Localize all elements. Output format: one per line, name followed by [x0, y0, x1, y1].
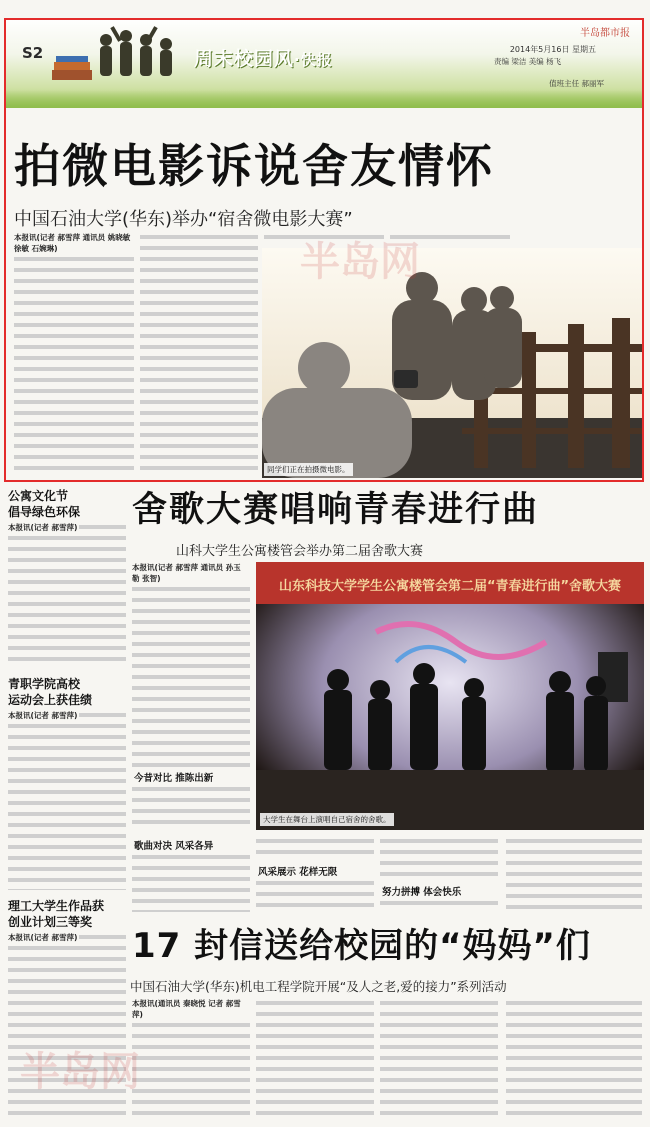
page-header	[4, 18, 644, 108]
column-suffix: ·快报	[294, 51, 333, 69]
sidebar-story-2-title-line-2: 运动会上获佳绩	[8, 693, 93, 707]
article-2-subheadline: 山科大学生公寓楼管会举办第二届舍歌大赛	[176, 544, 424, 559]
article-1-body-col-4	[390, 232, 510, 246]
article-2-body-col-3b	[256, 878, 374, 912]
page-number: S2	[22, 44, 44, 62]
article-3-body-col-4	[506, 998, 642, 1122]
sidebar-story-1-byline: 本报讯(记者 郝雪萍)	[8, 523, 78, 532]
article-2-photo	[256, 562, 644, 830]
article-3-byline: 本报讯(通讯员 秦晓悦 记者 郝雪萍)	[132, 998, 250, 1020]
article-3-subheadline: 中国石油大学(华东)机电工程学院开展“及人之老,爱的接力”系列活动	[130, 979, 507, 994]
sidebar-story-3-title-line-2: 创业计划三等奖	[8, 915, 93, 929]
article-1-headline: 拍微电影诉说舍友情怀	[14, 139, 494, 193]
sidebar-story-3-byline: 本报讯(记者 郝雪萍)	[8, 933, 78, 942]
sidebar-story-2-body	[8, 710, 126, 890]
column-name-text: 周末校园风	[194, 48, 295, 70]
article-2-byline: 本报讯(记者 郝雪萍 通讯员 孙玉勒 张智)	[132, 562, 250, 584]
article-2-body-col-2	[132, 852, 250, 912]
sidebar-story-3-body	[8, 932, 126, 1122]
article-1-photo-caption: 同学们正在拍摄微电影。	[264, 463, 353, 476]
sidebar-story-1-title-line-2: 倡导绿色环保	[8, 505, 81, 519]
issue-date: 2014年5月16日 星期五	[509, 45, 596, 54]
article-2-body-col-1	[132, 562, 250, 768]
stage-banner-text: 山东科技大学学生公寓楼管会第二届“青春进行曲”舍歌大赛	[278, 579, 622, 594]
column-name	[194, 44, 333, 71]
article-2-section-2-title: 歌曲对决 风采各异	[134, 841, 214, 852]
sidebar-story-1-title	[8, 488, 80, 520]
article-2-body-col-5	[506, 836, 642, 912]
sidebar-story-3-title-line-1: 理工大学生作品获	[8, 899, 105, 913]
article-3-body-col-3	[380, 998, 498, 1122]
article-1-body-col-2	[140, 232, 258, 476]
article-2-section-3-title: 风采展示 花样无限	[258, 867, 338, 878]
article-3-headline: 17 封信送给校园的“妈妈”们	[132, 926, 591, 966]
sidebar-story-2-byline: 本报讯(记者 郝雪萍)	[8, 711, 78, 720]
article-2-photo-caption: 大学生在舞台上演唱自己宿舍的舍歌。	[260, 813, 394, 826]
article-1-body-col-3	[264, 232, 384, 246]
article-2-body-col-4a	[380, 836, 498, 880]
sidebar-story-1-body	[8, 522, 126, 668]
issue-editor: 值班主任 郝丽军	[549, 79, 604, 88]
students-silhouette-icon	[52, 26, 182, 96]
article-2-body-col-4b	[380, 898, 498, 912]
stage-performance-scene-icon	[256, 562, 644, 830]
film-shoot-scene-icon	[262, 248, 642, 478]
sidebar-story-3-title	[8, 898, 104, 930]
article-2-body-col-1b	[132, 784, 250, 828]
article-1-subheadline: 中国石油大学(华东)举办“宿舍微电影大赛”	[14, 209, 353, 230]
sidebar-story-1-title-line-1: 公寓文化节	[8, 489, 69, 503]
article-1-body-col-1	[14, 232, 134, 476]
article-2-headline: 舍歌大赛唱响青春进行曲	[132, 490, 540, 530]
sidebar-story-2-title-line-1: 青职学院高校	[8, 677, 81, 691]
issue-staff: 责编 梁洁 美编 杨飞	[494, 57, 562, 66]
article-2-body-col-3a	[256, 836, 374, 860]
sidebar-story-2-title	[8, 676, 92, 708]
article-3-body-col-2	[256, 998, 374, 1122]
article-3-body-col-1	[132, 998, 250, 1122]
article-2-section-4-title: 努力拼搏 体会快乐	[382, 887, 462, 898]
article-2-section-1-title: 今昔对比 推陈出新	[134, 773, 214, 784]
article-1-byline: 本报讯(记者 郝雪萍 通讯员 姚晓敏 徐敏 石婉琳)	[14, 232, 134, 254]
newspaper-logo: 半岛都市报	[580, 28, 630, 39]
article-1-photo	[262, 248, 642, 478]
